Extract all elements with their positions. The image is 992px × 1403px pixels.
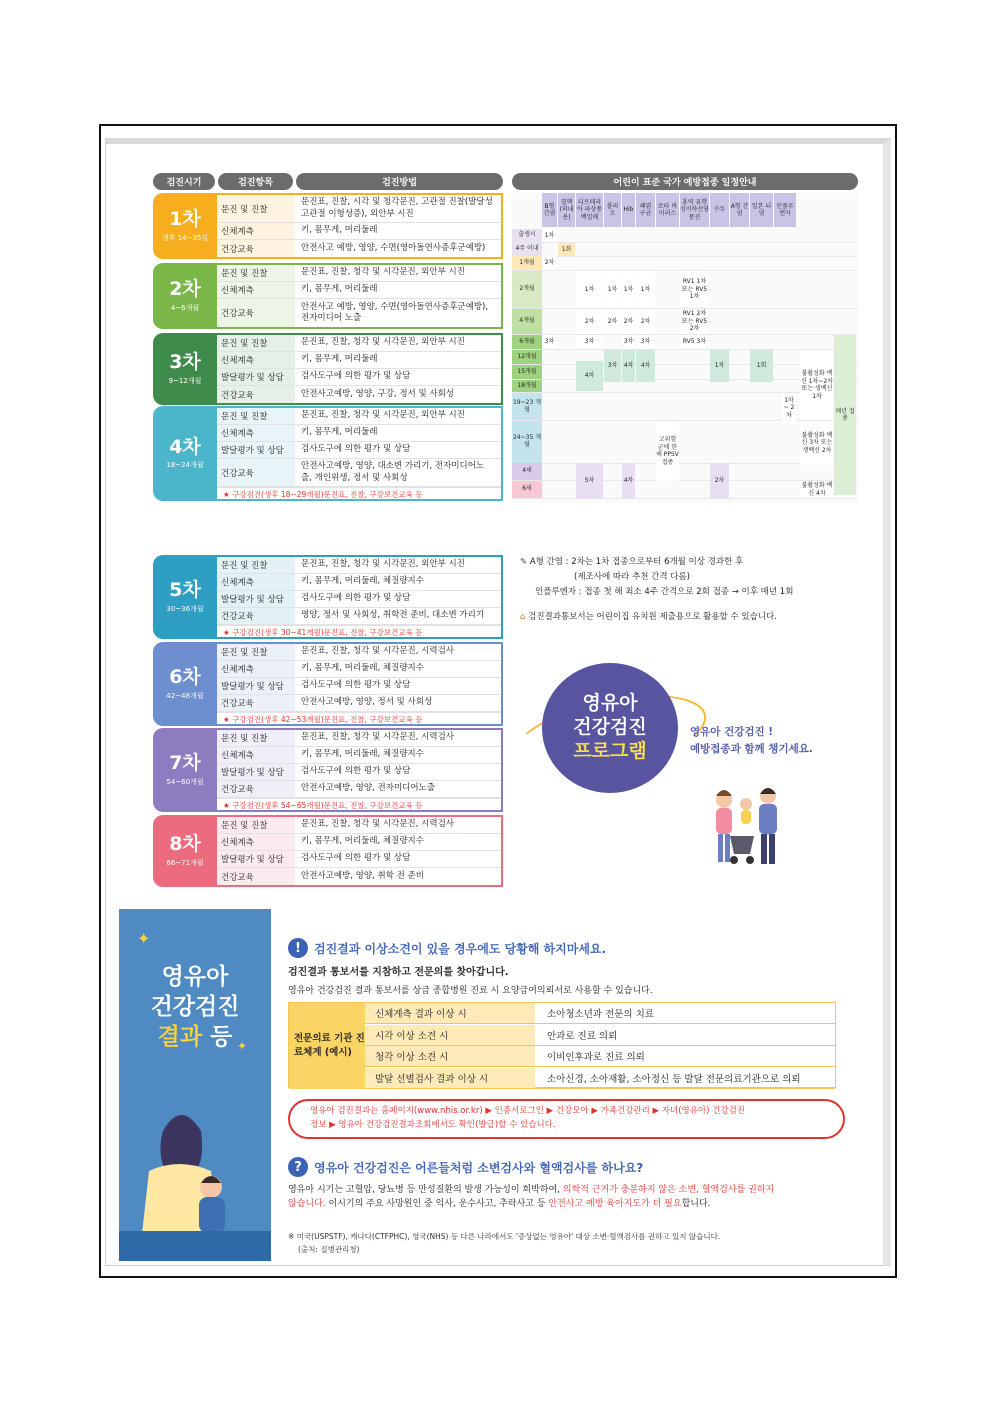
vaccine-column-header: 수두 — [710, 193, 729, 227]
stage-row — [217, 781, 501, 798]
stage-row — [217, 868, 501, 885]
stage-age: 9~12개월 — [168, 376, 202, 385]
stage-age: 42~48개월 — [166, 691, 204, 700]
referral-condition: 청각 이상 소견 시 — [365, 1046, 535, 1066]
results-panel — [119, 909, 271, 1261]
checkup-stage — [153, 193, 503, 259]
vaccine-dose-cell: 3차 — [604, 350, 621, 382]
star-icon: ✦ — [237, 1039, 248, 1053]
vaccine-dose-cell: 4차 — [622, 350, 635, 382]
vaccine-dose-cell: 3차 — [636, 335, 655, 349]
row-item: 건강교육 — [217, 240, 295, 257]
row-item: 건강교육 — [217, 695, 295, 711]
vaccine-dose-cell: 1차 — [636, 271, 655, 308]
note-a-hepatitis: ✎ A형 간염 : 2차는 1차 접종으로부터 6개월 이상 경과한 후 — [520, 557, 744, 567]
checkup-stage — [153, 406, 503, 501]
stage-row — [217, 442, 501, 459]
dental-checkup-note: ★ 구강검진(생후 18~29개월)문진표, 진찰, 구강보건교육 등 — [217, 487, 501, 501]
row-method: 안전사고예방, 영양, 구강, 정서 및 사회성 — [301, 388, 454, 399]
vaccine-dose-cell: 5차 — [576, 463, 603, 498]
vaccine-dose-cell: 2차 — [710, 463, 729, 498]
slogan: 영유아 건강검진 ! 예방접종과 함께 챙기세요. — [690, 726, 813, 755]
stage-row — [217, 408, 501, 425]
vaccine-column-header: 폴리오 — [604, 193, 621, 227]
stage-rows — [217, 263, 503, 329]
vaccine-dose-cell: 1차 — [542, 229, 557, 242]
referral-condition: 신체계측 결과 이상 시 — [365, 1003, 535, 1023]
stage-rows — [217, 642, 503, 726]
stage-row — [217, 223, 501, 240]
row-method: 키, 몸무게, 머리둘레 — [301, 354, 378, 365]
stage-row — [217, 644, 501, 661]
stage-rows — [217, 406, 503, 501]
vaccine-dose-cell: 1차 ~ 2차 — [782, 393, 796, 423]
vaccine-dose-cell: 2차 — [622, 309, 635, 334]
row-item: 건강교육 — [217, 459, 295, 486]
referral-action: 소아청소년과 전문의 치료 — [547, 1009, 654, 1020]
note-a-hepatitis-2: (제조사에 따라 추천 간격 다름) — [574, 572, 690, 582]
vaccine-dose-cell: 1차 — [576, 271, 603, 308]
vaccine-age-row: 24~35 개월 — [512, 421, 542, 463]
vaccine-dose-cell: 2차 — [576, 309, 603, 334]
stage-badge — [153, 555, 217, 639]
program-line-3: 프로그램 — [573, 739, 647, 762]
program-line-2: 건강검진 — [573, 716, 647, 739]
checkup-stage — [153, 815, 503, 887]
row-method: 키, 몸무게, 머리둘레, 체질량지수 — [301, 836, 424, 847]
row-method: 문진표, 진찰, 시각 및 청각문진, 고관절 진찰(발달성 고관절 이형성증), 외안부 시진 — [301, 197, 493, 219]
stage-rows — [217, 555, 503, 639]
dental-checkup-note: ★ 구강검진(생후 30~41개월)문진표, 진찰, 구강보건교육 등 — [217, 625, 501, 639]
row-item: 건강교육 — [217, 868, 295, 885]
vaccine-age-row: 12개월 — [512, 350, 542, 364]
vaccine-dose-cell: 2차 — [636, 309, 655, 334]
row-item: 문진 및 진찰 — [217, 195, 295, 222]
dental-checkup-note: ★ 구강검진(생후 42~53개월)문진표, 진찰, 구강보건교육 등 — [217, 712, 501, 726]
vaccine-column-header: 인플루 엔자 — [774, 193, 796, 227]
referral-action: 이비인후과로 진료 의뢰 — [547, 1052, 645, 1063]
vaccine-dose-cell: 고위험 군에 한해 PPSV 접종 — [656, 421, 679, 481]
vaccine-dose-cell: 1차 — [622, 271, 635, 308]
vaccine-column-header: 일본 뇌염 — [750, 193, 773, 227]
row-item: 신체계측 — [217, 352, 295, 368]
stage-row — [217, 282, 501, 299]
question-1-desc: 영유아 건강검진 결과 통보서를 상급 종합병원 진료 시 요양급여의뢰서로 사용할 수 있습니다. — [288, 986, 653, 996]
vaccine-grid-line — [512, 256, 858, 257]
stage-row — [217, 557, 501, 574]
vaccine-column-header: Hib — [622, 193, 635, 227]
row-item: 발달평가 및 상담 — [217, 369, 295, 385]
note-notice: ⌂ 검진결과통보서는 어린이집 유치원 제출용으로 활용할 수 있습니다. — [520, 612, 777, 622]
stage-row — [217, 764, 501, 781]
vaccine-dose-cell: 1회 — [558, 243, 575, 256]
row-method: 안전사고예방, 영양, 대소변 가리기, 전자미디어노출, 개인위생, 정서 및 사회성 — [301, 461, 485, 483]
stage-row — [217, 574, 501, 591]
question-icon: ? — [288, 1157, 308, 1177]
stage-row — [217, 299, 501, 327]
vaccine-dose-cell: 불활성화 백신 3차 또는 생백신 2차 — [800, 421, 834, 465]
row-item: 신체계측 — [217, 223, 295, 239]
program-line-1: 영유아 — [582, 692, 638, 715]
row-method: 안전사고예방, 영양, 전자미디어노출 — [301, 783, 435, 794]
stage-badge — [153, 728, 217, 812]
vaccine-dose-cell: 불활성화 백신 1차~2차 또는 생백신 1차 — [800, 350, 834, 420]
stage-row — [217, 459, 501, 487]
stage-badge — [153, 263, 217, 329]
row-method: 문진표, 진찰, 청각 및 시각문진, 외안부 시진 — [301, 559, 465, 570]
row-item: 신체계측 — [217, 574, 295, 590]
referral-action: 소아신경, 소아재활, 소아정신 등 발달 전문의료기관으로 의뢰 — [547, 1073, 801, 1085]
row-item: 문진 및 진찰 — [217, 817, 295, 833]
vaccine-dose-cell: 1차 — [710, 350, 729, 382]
vaccine-column-header: A형 간염 — [730, 193, 749, 227]
row-method: 안전사고예방, 영양, 정서 및 사회성 — [301, 697, 433, 708]
row-method: 키, 몸무게, 머리둘레, 체질량지수 — [301, 576, 424, 587]
referral-row — [365, 1046, 835, 1067]
row-method: 영양, 정서 및 사회성, 취학전 준비, 대소변 가리기 — [301, 610, 485, 621]
stage-row — [217, 608, 501, 625]
header-item: 검진항목 — [218, 173, 293, 190]
row-item: 발달평가 및 상담 — [217, 442, 295, 458]
row-method: 문진표, 진찰, 청각 및 시각문진, 시력검사 — [301, 732, 454, 743]
row-method: 검사도구에 의한 평가 및 상담 — [301, 766, 411, 777]
row-method: 검사도구에 의한 평가 및 상담 — [301, 680, 411, 691]
stage-row — [217, 195, 501, 223]
row-method: 문진표, 진찰, 청각 및 시각문진, 외안부 시진 — [301, 410, 465, 421]
stage-row — [217, 661, 501, 678]
vaccine-dose-cell: 2차 — [604, 309, 621, 334]
vaccine-age-row: 4세 — [512, 463, 542, 480]
stage-row — [217, 851, 501, 868]
vaccine-dose-cell: 4차 — [636, 350, 655, 382]
checkup-stage — [153, 642, 503, 726]
vaccine-age-row: 출생시 — [512, 229, 542, 242]
row-item: 신체계측 — [217, 661, 295, 677]
row-item: 발달평가 및 상담 — [217, 591, 295, 607]
row-method: 키, 몸무게, 머리둘레, 체질량지수 — [301, 749, 424, 760]
vaccine-column-header: 결핵 (피내용) — [558, 193, 575, 227]
stage-number: 6차 — [169, 666, 201, 689]
results-lookup-note: 영유아 검진결과는 홈페이지(www.nhis.or.kr) ▶ 인증서로그인 ▶ 건강모아 ▶ 가족건강관리 ▶ 자녀(영유아) 건강검진 정보 ▶ 영유아 건강검진결과조회에서도 확인(발급)할 수 있습니다. — [288, 1099, 845, 1139]
row-item: 건강교육 — [217, 299, 295, 327]
row-method: 검사도구에 의한 평가 및 상담 — [301, 444, 411, 455]
row-method: 안전사고 예방, 영양, 수면(영아돌연사증후군예방) — [301, 242, 486, 253]
row-method: 안전사고예방, 영양, 취학 전 준비 — [301, 870, 424, 881]
referral-row — [365, 1025, 835, 1046]
row-item: 문진 및 진찰 — [217, 335, 295, 351]
stage-number: 8차 — [169, 833, 201, 856]
vaccine-column-header: B형 간염 — [542, 193, 557, 227]
stage-row — [217, 425, 501, 442]
referral-table — [288, 1002, 836, 1088]
row-item: 발달평가 및 상담 — [217, 678, 295, 694]
stage-row — [217, 747, 501, 764]
vaccine-age-row: 4주 이내 — [512, 243, 542, 256]
row-method: 문진표, 진찰, 청각 및 시각문진, 시력검사 — [301, 646, 454, 657]
row-method: 키, 몸무게, 머리둘레 — [301, 284, 378, 295]
results-panel-title: 영유아 건강검진 결과 등 — [150, 964, 240, 1050]
stage-number: 2차 — [169, 278, 201, 301]
vaccine-table — [512, 193, 858, 503]
stage-badge — [153, 333, 217, 405]
vaccine-dose-cell: 불활성화 백신 4차 — [801, 482, 833, 497]
row-item: 발달평가 및 상담 — [217, 764, 295, 780]
vaccine-column-header: 홍역 유행성이하선염 풍진 — [680, 193, 709, 227]
stage-row — [217, 352, 501, 369]
row-method: 키, 몸무게, 머리둘레, 체질량지수 — [301, 663, 424, 674]
program-logo — [542, 663, 678, 793]
referral-condition: 발달 선별검사 결과 이상 시 — [365, 1068, 535, 1088]
row-method: 문진표, 진찰, 청각 및 시각문진, 외안부 시진 — [301, 267, 465, 278]
row-item: 문진 및 진찰 — [217, 730, 295, 746]
row-item: 신체계측 — [217, 425, 295, 441]
row-method: 문진표, 진찰, 청각 및 시각문진, 외안부 시진 — [301, 337, 465, 348]
vaccine-dose-cell: 매년 접종 — [834, 335, 856, 495]
row-item: 문진 및 진찰 — [217, 408, 295, 424]
stage-badge — [153, 406, 217, 501]
checkup-stage — [153, 333, 503, 405]
stage-age: 4~6개월 — [170, 303, 200, 312]
stage-row — [217, 591, 501, 608]
row-item: 건강교육 — [217, 608, 295, 624]
checkup-stage — [153, 728, 503, 812]
dental-checkup-note: ★ 구강검진(생후 54~65개월)문진표, 진찰, 구강보건교육 등 — [217, 798, 501, 812]
checkup-stage — [153, 555, 503, 639]
stage-age: 54~60개월 — [166, 777, 204, 786]
stage-row — [217, 386, 501, 403]
vaccine-dose-cell: 3차 — [542, 335, 557, 349]
vaccine-grid-line — [512, 498, 858, 499]
row-item: 건강교육 — [217, 386, 295, 403]
stage-badge — [153, 642, 217, 726]
stage-age: 30~36개월 — [166, 604, 204, 613]
stage-rows — [217, 728, 503, 812]
vaccine-dose-cell: 1회 — [750, 350, 773, 382]
stage-row — [217, 695, 501, 712]
row-method: 문진표, 진찰, 청각 및 시각문진, 시력검사 — [301, 819, 454, 830]
referral-action: 안과로 진료 의뢰 — [547, 1030, 618, 1042]
row-method: 안전사고 예방, 영양, 수면(영아돌연사증후군예방), 전자미디어 노출 — [301, 301, 489, 323]
stage-row — [217, 240, 501, 257]
stage-row — [217, 678, 501, 695]
stage-number: 4차 — [169, 435, 201, 458]
stage-badge — [153, 815, 217, 887]
footnote: ※ 미국(USPSTF), 캐나다(CTFPHC), 영국(NHS) 등 다른 나라에서도 '증상없는 영유아' 대상 소변·혈액검사를 권하고 있지 않습니다. (출처: 질병관리청) — [288, 1232, 721, 1254]
vaccine-age-row: 15개월 — [512, 365, 542, 379]
row-item: 신체계측 — [217, 282, 295, 298]
referral-condition: 시각 이상 소견 시 — [365, 1025, 535, 1045]
stage-rows — [217, 333, 503, 405]
row-item: 신체계측 — [217, 834, 295, 850]
note-influenza: 인플루엔자 : 접종 첫 해 최소 4주 간격으로 2회 접종 → 이후 매년 1회 — [535, 587, 794, 597]
stage-row — [217, 335, 501, 352]
vaccine-age-row: 6개월 — [512, 335, 542, 349]
vaccine-age-row: 18개월 — [512, 380, 542, 392]
checkup-stage — [153, 263, 503, 329]
stage-rows — [217, 815, 503, 887]
vaccine-column-header: 로타 바이러스 — [656, 193, 679, 227]
header-timing: 검진시기 — [153, 173, 215, 190]
alert-icon: ! — [288, 938, 308, 958]
vaccine-header: 어린이 표준 국가 예방접종 일정안내 — [512, 173, 858, 190]
row-method: 검사도구에 의한 평가 및 상담 — [301, 853, 411, 864]
vaccine-dose-cell: RV1 2차 또는 RV5 2차 — [681, 310, 708, 333]
header-method: 검진방법 — [296, 173, 503, 190]
stage-row — [217, 265, 501, 282]
stage-rows — [217, 193, 503, 259]
stage-age: 18~24개월 — [166, 461, 204, 470]
row-method: 검사도구에 의한 평가 및 상담 — [301, 593, 411, 604]
stage-number: 5차 — [169, 579, 201, 602]
row-item: 문진 및 진찰 — [217, 557, 295, 573]
family-illustration — [702, 782, 800, 872]
vaccine-dose-cell: 1차 — [604, 271, 621, 308]
stage-number: 1차 — [169, 208, 201, 231]
vaccine-age-row: 6세 — [512, 481, 542, 498]
question-2-answer: 영유아 시기는 고혈압, 당뇨병 등 만성질환의 발생 가능성이 희박하여, 의학적 근거가 충분하지 않은 소변, 혈액검사를 권하지 않습니다. 이시기의 주요 사망원인 중 익사, 운수사고, 추락사고 등 안전사고 예방 육아지도가 더 필요합니다. — [288, 1185, 775, 1210]
referral-row — [365, 1003, 835, 1024]
row-item: 건강교육 — [217, 781, 295, 797]
vaccine-dose-cell: RV1 1차 또는 RV5 1차 — [680, 271, 709, 308]
question-1-title: ! 검진결과 이상소견이 있을 경우에도 당황해 하지마세요. — [288, 938, 606, 958]
vaccine-dose-cell: RV5 3차 — [680, 335, 709, 349]
mother-child-illustration — [119, 1101, 271, 1261]
question-2-title: ? 영유아 건강검진은 어른들처럼 소변검사와 혈액검사를 하나요? — [288, 1157, 643, 1177]
star-icon: ✦ — [137, 929, 151, 948]
row-item: 문진 및 진찰 — [217, 265, 295, 281]
stage-row — [217, 817, 501, 834]
stage-row — [217, 369, 501, 386]
row-item: 신체계측 — [217, 747, 295, 763]
row-method: 키, 몸무게, 머리둘레 — [301, 225, 378, 236]
stage-number: 3차 — [169, 351, 201, 374]
vaccine-age-row: 19~23 개월 — [512, 393, 542, 420]
vaccine-age-row: 1개월 — [512, 256, 542, 270]
vaccine-column-header: 폐렴 구균 — [636, 193, 655, 227]
schedule-header — [153, 173, 503, 190]
vaccine-dose-cell: 2차 — [542, 256, 557, 270]
vaccine-dose-cell: 3차 — [622, 335, 635, 349]
row-method: 검사도구에 의한 평가 및 상담 — [301, 371, 411, 382]
vaccine-dose-cell: 4차 — [622, 463, 635, 498]
house-icon: ⌂ — [520, 612, 526, 622]
row-item: 문진 및 진찰 — [217, 644, 295, 660]
vaccine-dose-cell: 3차 — [576, 335, 603, 349]
row-item: 발달평가 및 상담 — [217, 851, 295, 867]
vaccine-column-header: 디프테리아 파상풍 백일해 — [576, 193, 603, 227]
vaccine-age-row: 2개월 — [512, 271, 542, 308]
pen-icon: ✎ — [520, 557, 528, 567]
referral-row — [365, 1068, 835, 1089]
question-1-subtitle: 검진결과 통보서를 지참하고 전문의를 찾아갑니다. — [288, 967, 509, 978]
stage-row — [217, 730, 501, 747]
stage-number: 7차 — [169, 752, 201, 775]
row-method: 키, 몸무게, 머리둘레 — [301, 427, 378, 438]
stage-age: 생후 14~35일 — [161, 233, 209, 242]
vaccine-age-row: 4개월 — [512, 309, 542, 334]
stage-age: 66~71개월 — [166, 858, 204, 867]
referral-label: 전문의료 기관 진료체계 (예시) — [289, 1003, 365, 1089]
vaccine-dose-cell: 4차 — [576, 361, 603, 391]
stage-badge — [153, 193, 217, 259]
stage-row — [217, 834, 501, 851]
